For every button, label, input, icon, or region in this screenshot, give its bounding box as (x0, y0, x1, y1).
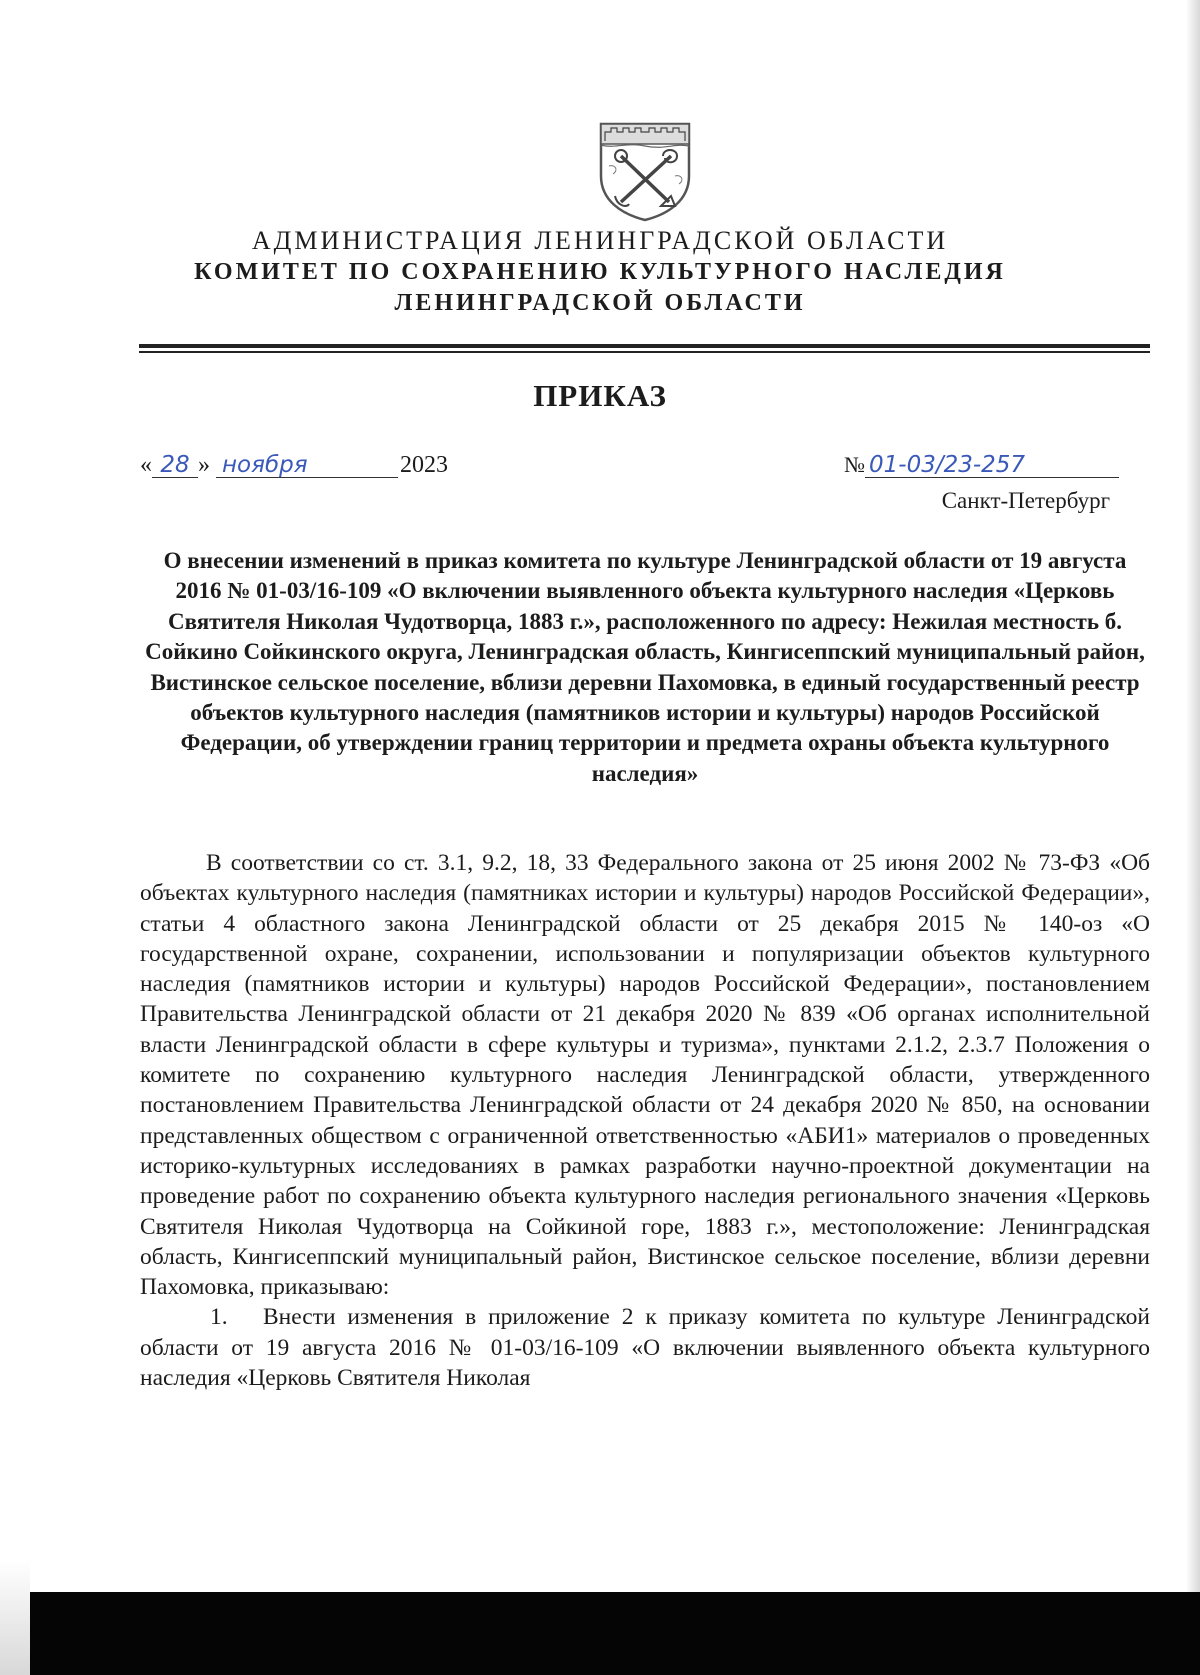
scan-edge-right (1186, 0, 1200, 1592)
order-date (140, 452, 448, 479)
scan-edge-shadow (0, 1560, 30, 1675)
order-number-prefix: № (844, 452, 865, 477)
order-body (140, 848, 1150, 1393)
coat-of-arms-icon (595, 114, 695, 224)
date-month: ноября (216, 453, 398, 478)
order-subject: О внесении изменений в приказ комитета по культуре Ленинградской области от 19 августа 2016 № 01-03/16-109 «О включении выявленного объекта культурного наследия «Церковь Святителя Николая Чудотворца, 1883 г.», расположенного по адресу: Нежилая местность б. Сойкино Сойкинского округа, Ленинградская область, Кингисеппский муниципальный район, Вистинское сельское поселение, вблизи деревни Пахомовка, в единый государственный реестр объектов культурного наследия (памятников истории и культуры) народов Российской Федерации, об утверждении границ территории и предмета охраны объекта культурного наследия» (145, 548, 1145, 786)
document-title: ПРИКАЗ (533, 378, 667, 413)
date-open-quote: « (140, 452, 152, 478)
committee-name-line2: ЛЕНИНГРАДСКОЙ ОБЛАСТИ (394, 290, 806, 316)
header-divider-thin (139, 351, 1150, 353)
order-item-1: 1. Внести изменения в приложение 2 к приказу комитета по культуре Ленинградской области от 19 августа 2016 № 01-03/16-109 «О включении выявленного объекта культурного наследия «Церковь Святителя Николая (140, 1304, 1150, 1392)
date-day: 28 (152, 453, 198, 478)
org-name-line1: АДМИНИСТРАЦИЯ ЛЕНИНГРАДСКОЙ ОБЛАСТИ (251, 226, 949, 255)
order-city: Санкт-Петербург (941, 488, 1110, 513)
scan-bottom-border (30, 1592, 1200, 1675)
committee-name-line1: КОМИТЕТ ПО СОХРАНЕНИЮ КУЛЬТУРНОГО НАСЛЕДИЯ (194, 259, 1006, 285)
date-year: 2023 (400, 452, 448, 478)
preamble-paragraph: В соответствии со ст. 3.1, 9.2, 18, 33 Федерального закона от 25 июня 2002 № 73-ФЗ «Об объектах культурного наследия (памятниках истории и культуры) народов Российской Федерации», статьи 4 областного закона Ленинградской области от 25 декабря 2015 № 140-оз «О государственной охране, сохранении, использовании и популяризации объектов культурного наследия (памятников истории и культуры) народов Российской Федерации», постановлением Правительства Ленинградской области от 21 декабря 2020 № 839 «Об органах исполнительной власти Ленинградской области в сфере культуры и туризма», пунктами 2.1.2, 2.3.7 Положения о комитете по сохранению культурного наследия Ленинградской области, утвержденного постановлением Правительства Ленинградской области от 24 декабря 2020 № 850, на основании представленных обществом с ограниченной ответственностью «АБИ1» материалов о проведенных историко-культурных исследованиях в рамках разработки научно-проектной документации на проведение работ по сохранению объекта культурного наследия регионального значения «Церковь Святителя Николая Чудотворца на Сойкиной горе, 1883 г.», местоположение: Ленинградская область, Кингисеппский муниципальный район, Вистинское сельское поселение, вблизи деревни Пахомовка, приказываю: (140, 850, 1150, 1301)
date-close-quote: » (198, 452, 210, 478)
order-number (844, 452, 1119, 478)
order-number-value: 01-03/23-257 (865, 453, 1119, 478)
header-divider-thick (139, 344, 1150, 348)
